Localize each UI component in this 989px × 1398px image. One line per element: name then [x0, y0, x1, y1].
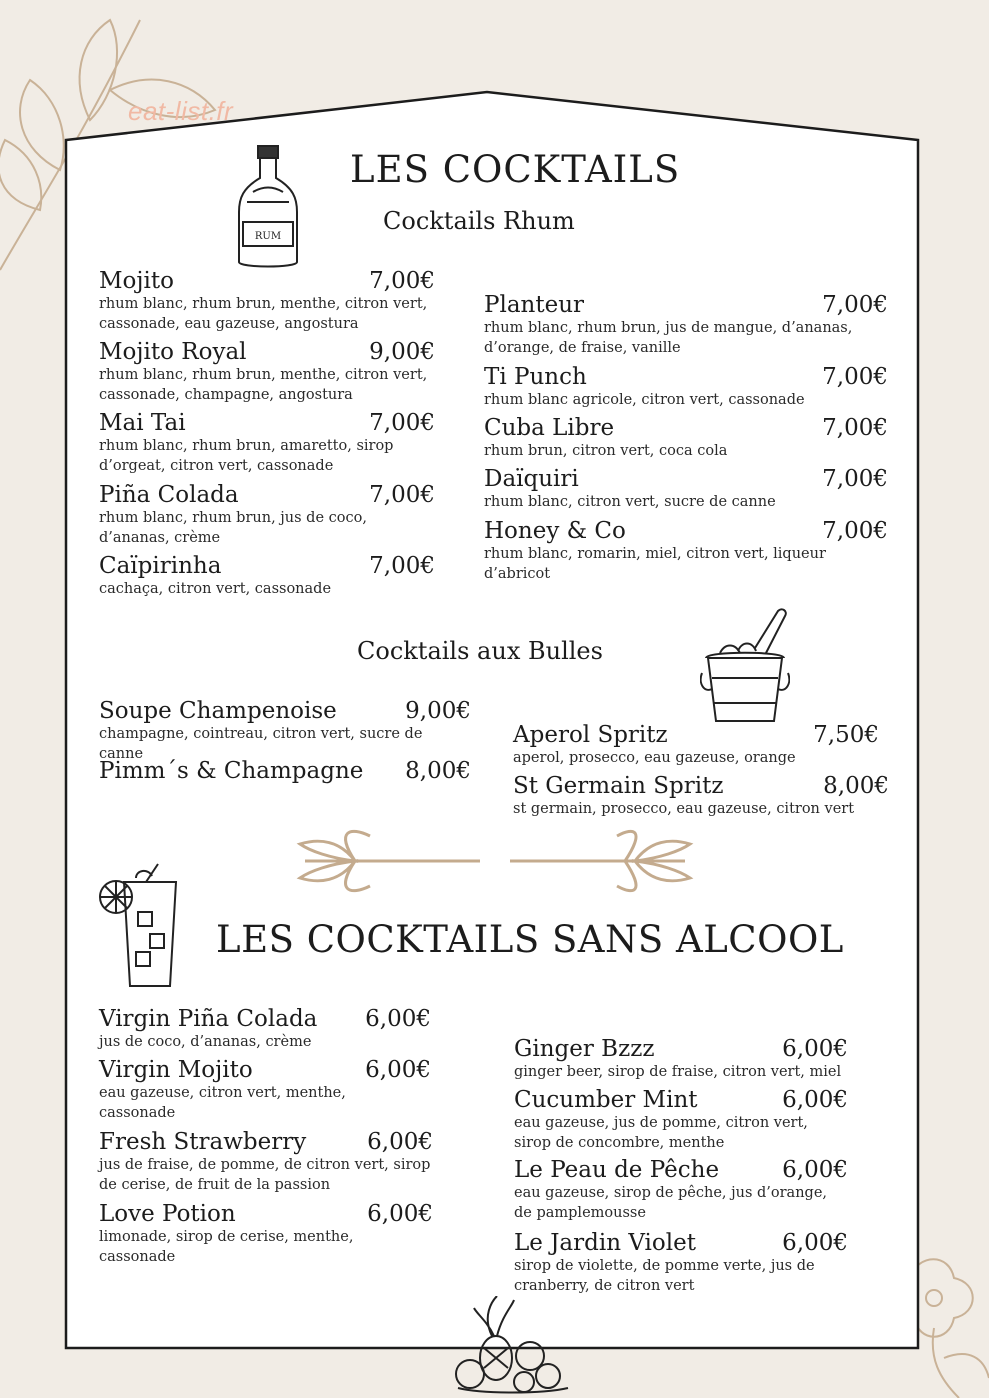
menu-item-st-germain-spritz — [513, 773, 889, 819]
item-price: 6,00€ — [365, 1006, 431, 1032]
item-price: 6,00€ — [367, 1129, 433, 1155]
item-price: 7,00€ — [822, 415, 888, 441]
item-name: Mai Tai — [99, 410, 186, 436]
item-description: limonade, sirop de cerise, menthe, cassonade — [99, 1229, 354, 1265]
menu-item-cuba-libre — [484, 415, 888, 461]
menu-item-virgin-mojito — [99, 1057, 431, 1123]
menu-item-ti-punch — [484, 364, 888, 410]
menu-item-pina-colada — [99, 482, 435, 548]
item-name: Pimm´s & Champagne — [99, 758, 364, 784]
item-name: Le Jardin Violet — [514, 1230, 696, 1256]
item-name: Cuba Libre — [484, 415, 615, 441]
menu-item-mojito — [99, 268, 435, 334]
item-description: ginger beer, sirop de fraise, citron vert, miel — [514, 1064, 842, 1080]
menu-item-love-potion — [99, 1201, 433, 1267]
item-description: eau gazeuse, sirop de pêche, jus d’orange, de pamplemousse — [514, 1185, 828, 1221]
section-title-sans-alcool: LES COCKTAILS SANS ALCOOL — [216, 918, 844, 961]
item-name: Planteur — [484, 292, 585, 318]
item-name: Aperol Spritz — [513, 722, 668, 748]
page-title: LES COCKTAILS — [350, 148, 681, 191]
item-price: 7,00€ — [822, 364, 888, 390]
item-price: 7,00€ — [822, 518, 888, 544]
section-title-rhum: Cocktails Rhum — [383, 207, 575, 235]
item-description: champagne, cointreau, citron vert, sucre de canne — [99, 726, 423, 762]
item-price: 7,50€ — [813, 722, 879, 748]
fruits-icon — [452, 1296, 572, 1396]
rum-label: RUM — [254, 231, 282, 242]
item-price: 7,00€ — [369, 410, 435, 436]
item-price: 6,00€ — [782, 1087, 848, 1113]
item-name: Caïpirinha — [99, 553, 222, 579]
menu-item-fresh-strawberry — [99, 1129, 433, 1195]
item-description: sirop de violette, de pomme verte, jus de cranberry, de citron vert — [514, 1258, 815, 1294]
menu-item-le-jardin-violet — [514, 1230, 848, 1296]
item-price: 9,00€ — [369, 339, 435, 365]
item-name: St Germain Spritz — [513, 773, 724, 799]
item-description: rhum blanc agricole, citron vert, cassonade — [484, 392, 805, 408]
menu-item-soupe-champenoise — [99, 698, 471, 764]
item-name: Virgin Piña Colada — [99, 1006, 318, 1032]
item-name: Ti Punch — [484, 364, 587, 390]
item-description: rhum brun, citron vert, coca cola — [484, 443, 728, 459]
item-name: Honey & Co — [484, 518, 626, 544]
item-name: Le Peau de Pêche — [514, 1157, 720, 1183]
item-description: eau gazeuse, jus de pomme, citron vert, sirop de concombre, menthe — [514, 1115, 808, 1151]
menu-item-planteur — [484, 292, 888, 358]
menu-item-le-peau-de-peche — [514, 1157, 848, 1223]
item-description: rhum blanc, rhum brun, jus de coco, d’ananas, crème — [99, 510, 367, 546]
champagne-bucket-icon — [700, 603, 790, 728]
menu-item-pimms-champagne — [99, 758, 471, 784]
menu-item-daiquiri — [484, 466, 888, 512]
menu-item-virgin-pina-colada — [99, 1006, 431, 1052]
item-price: 9,00€ — [405, 698, 471, 724]
item-name: Mojito — [99, 268, 174, 294]
item-price: 7,00€ — [369, 268, 435, 294]
item-price: 6,00€ — [367, 1201, 433, 1227]
item-description: jus de fraise, de pomme, de citron vert, sirop de cerise, de fruit de la passion — [99, 1157, 431, 1193]
item-price: 7,00€ — [369, 553, 435, 579]
item-price: 7,00€ — [369, 482, 435, 508]
item-name: Ginger Bzzz — [514, 1036, 655, 1062]
item-price: 8,00€ — [405, 758, 471, 784]
item-price: 6,00€ — [782, 1157, 848, 1183]
item-description: rhum blanc, romarin, miel, citron vert, liqueur d’abricot — [484, 546, 826, 582]
item-description: cachaça, citron vert, cassonade — [99, 581, 332, 597]
watermark: eat-list.fr — [128, 96, 234, 126]
item-name: Mojito Royal — [99, 339, 247, 365]
item-name: Daïquiri — [484, 466, 579, 492]
item-price: 8,00€ — [823, 773, 889, 799]
item-price: 6,00€ — [365, 1057, 431, 1083]
item-name: Love Potion — [99, 1201, 236, 1227]
item-name: Fresh Strawberry — [99, 1129, 307, 1155]
item-description: rhum blanc, citron vert, sucre de canne — [484, 494, 776, 510]
menu-item-mai-tai — [99, 410, 435, 476]
item-price: 7,00€ — [822, 292, 888, 318]
item-name: Virgin Mojito — [99, 1057, 253, 1083]
item-description: st germain, prosecco, eau gazeuse, citron vert — [513, 801, 855, 817]
item-description: jus de coco, d’ananas, crème — [99, 1034, 312, 1050]
item-name: Soupe Champenoise — [99, 698, 337, 724]
menu-item-cucumber-mint — [514, 1087, 848, 1153]
arrow-divider-icon — [295, 826, 695, 896]
menu-item-honey-co — [484, 518, 888, 584]
item-description: rhum blanc, rhum brun, amaretto, sirop d’orgeat, citron vert, cassonade — [99, 438, 394, 474]
item-description: rhum blanc, rhum brun, jus de mangue, d’ananas, d’orange, de fraise, vanille — [484, 320, 853, 356]
section-title-bulles: Cocktails aux Bulles — [357, 637, 603, 665]
item-price: 7,00€ — [822, 466, 888, 492]
menu-item-ginger-bzzz — [514, 1036, 848, 1082]
menu-item-caipirinha — [99, 553, 435, 599]
menu-item-aperol-spritz — [513, 722, 879, 768]
item-price: 6,00€ — [782, 1036, 848, 1062]
item-price: 6,00€ — [782, 1230, 848, 1256]
item-description: rhum blanc, rhum brun, menthe, citron vert, cassonade, eau gazeuse, angostura — [99, 296, 428, 332]
item-description: rhum blanc, rhum brun, menthe, citron vert, cassonade, champagne, angostura — [99, 367, 428, 403]
item-name: Cucumber Mint — [514, 1087, 698, 1113]
menu-item-mojito-royal — [99, 339, 435, 405]
cocktail-glass-icon — [96, 862, 186, 992]
item-description: aperol, prosecco, eau gazeuse, orange — [513, 750, 796, 766]
item-description: eau gazeuse, citron vert, menthe, cassonade — [99, 1085, 346, 1121]
item-name: Piña Colada — [99, 482, 239, 508]
rum-bottle-icon — [233, 142, 303, 272]
